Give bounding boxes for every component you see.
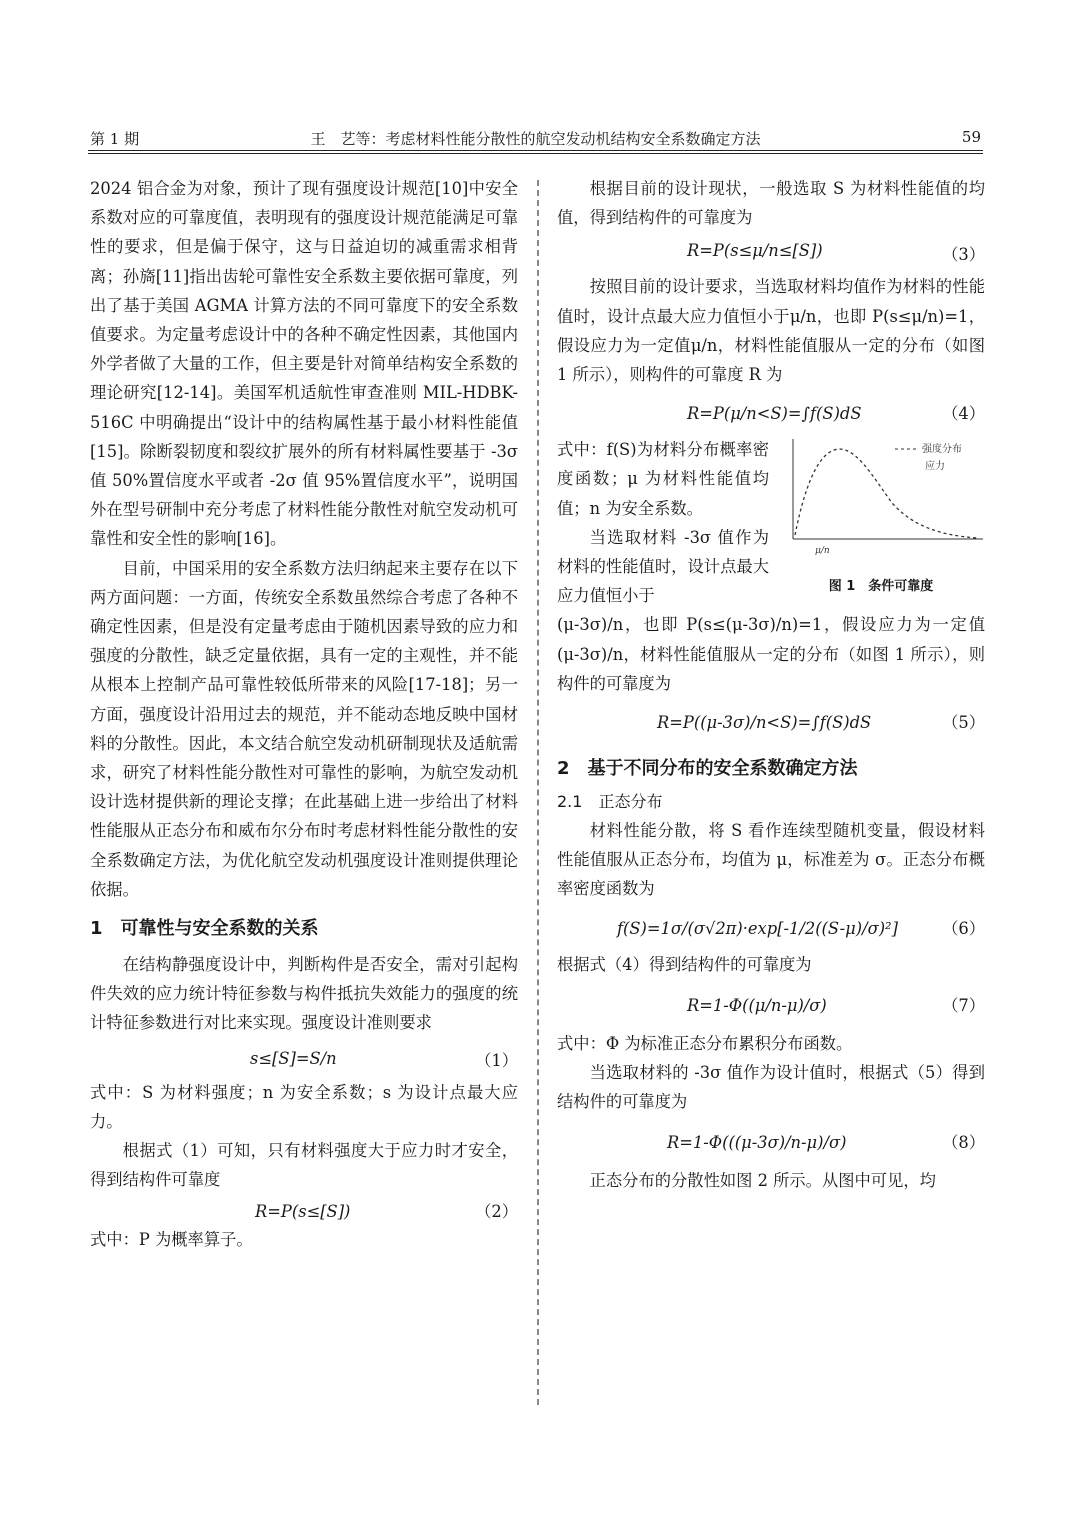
figure-caption: 图 1 条件可靠度 [828, 579, 934, 595]
paragraph: 当选取材料 -3σ 值作为材料的性能值时，设计点最大应力值恒小于 [557, 527, 769, 606]
paragraph: 正态分布的分散性如图 2 所示。从图中可见，均 [589, 1171, 936, 1191]
equation-1 [90, 1038, 518, 1078]
paragraph: 根据目前的设计现状，一般选取 S 为材料性能值的均值，得到结构件的可靠度为 [557, 179, 985, 228]
strength-distribution-curve [795, 449, 977, 538]
figure-1-plot [777, 435, 985, 563]
page-number: 59 [961, 128, 981, 146]
equation-number: （2） [475, 1201, 518, 1221]
paragraph: 式中：S 为材料强度；n 为安全系数；s 为设计点最大应力。 [90, 1082, 518, 1131]
column-divider [537, 180, 539, 1405]
page-header [90, 124, 981, 150]
issue-number: 第 1 期 [90, 130, 140, 148]
equation-3 [557, 232, 985, 272]
paragraph: 当选取材料的 -3σ 值作为设计值时，根据式（5）得到结构件的可靠度为 [557, 1063, 985, 1112]
paragraph: 根据式（1）可知，只有材料强度大于应力时才安全，得到结构件可靠度 [90, 1141, 518, 1190]
equation-number: （3） [942, 245, 985, 265]
equation-body: f(S)=1σ/(σ√2π)·exp[-1/2((S-μ)/σ)²] [617, 918, 898, 938]
equation-8 [557, 1116, 985, 1166]
equation-number: （5） [942, 713, 985, 733]
paragraph: 目前，中国采用的安全系数方法归纳起来主要存在以下两方面问题：一方面，传统安全系数虽然综合考虑了各种不确定性因素，但是没有定量考虑由于随机因素导致的应力和强度的分散性，缺乏定量依据，具有一定的主观性，并不能从根本上控制产品可靠性较低所带来的风险[17-18]；另一方面，强度设计沿用过去的规范，并不能动态地反映中国材料的分散性。因此，本文结合航空发动机研制现状及适航需求，研究了材料性能分散性对可靠性的影响，为航空发动机设计选材提供新的理论支撑；在此基础上进一步给出了材料性能服从正态分布和威布尔分布时考虑材料性能分散性的安全系数确定方法，为优化航空发动机强度设计准则提供理论依据。 [90, 558, 518, 899]
equation-5 [557, 698, 985, 744]
equation-2 [90, 1195, 518, 1225]
figure-wrap [557, 435, 985, 610]
left-column [90, 174, 518, 1254]
equation-body: R=1-Φ((μ/n-μ)/σ) [687, 995, 827, 1015]
equation-body: R=P(μ/n<S)=∫f(S)dS [687, 404, 862, 424]
equation-body: R=1-Φ(((μ-3σ)/n-μ)/σ) [667, 1133, 847, 1153]
equation-number: （1） [475, 1050, 518, 1070]
figure-1 [777, 435, 985, 610]
section-heading: 2 基于不同分布的安全系数确定方法 [557, 758, 858, 780]
paragraph: 式中：f(S)为材料分布概率密度函数；μ 为材料性能值均值；n 为安全系数。 [557, 440, 769, 518]
equation-body: R=P((μ-3σ)/n<S)=∫f(S)dS [657, 713, 872, 733]
equation-number: （7） [942, 995, 985, 1015]
equation-body: s≤[S]=S/n [250, 1048, 337, 1068]
equation-number: （8） [942, 1133, 985, 1153]
equation-number: （4） [942, 404, 985, 424]
paragraph: 式中：P 为概率算子。 [90, 1229, 253, 1249]
running-title: 王 艺等：考虑材料性能分散性的航空发动机结构安全系数确定方法 [310, 130, 761, 148]
paragraph: (μ-3σ)/n，也即 P(s≤(μ-3σ)/n)=1，假设应力为一定值 (μ-3σ)/n，材料性能值服从一定的分布（如图 1 所示），则构件的可靠度为 [557, 615, 985, 693]
equation-6 [557, 904, 985, 950]
legend-stress: 应力 [925, 461, 945, 473]
equation-7 [557, 979, 985, 1029]
equation-number: （6） [942, 918, 985, 938]
right-column [557, 174, 985, 1196]
subsection-heading: 2.1 正态分布 [557, 792, 663, 812]
paragraph: 式中：Φ 为标准正态分布累积分布函数。 [557, 1033, 853, 1053]
paragraph: 按照目前的设计要求，当选取材料均值作为材料的性能值时，设计点最大应力值恒小于μ/n，也即 P(s≤μ/n)=1，假设应力为一定值μ/n，材料性能值服从一定的分布（如图 1 所示），则构件的可靠度 R 为 [557, 277, 985, 385]
legend-strength: 强度分布 [922, 444, 962, 456]
section-heading: 1 可靠性与安全系数的关系 [90, 918, 319, 940]
axis-label: μ/n [815, 546, 830, 557]
paragraph: 在结构静强度设计中，判断构件是否安全，需对引起构件失效的应力统计特征参数与构件抵抗失效能力的强度的统计特征参数进行对比来实现。强度设计准则要求 [90, 955, 518, 1033]
equation-body: R=P(s≤[S]) [255, 1201, 351, 1221]
paragraph: 2024 铝合金为对象，预计了现有强度设计规范[10]中安全系数对应的可靠度值，表明现有的强度设计规范能满足可靠性的要求，但是偏于保守，这与日益迫切的减重需求相背离；孙旖[11]指出齿轮可靠性安全系数主要依据可靠度，列出了基于美国 AGMA 计算方法的不同可靠度下的安全系数值要求。为定量考虑设计中的各种不确定性因素，其他国内外学者做了大量的工作，但主要是针对简单结构安全系数的理论研究[12-14]。美国军机适航性审查准则 MIL-HDBK-516C 中明确提出“设计中的结构属性基于最小材料性能值[15]。除断裂韧度和裂纹扩展外的所有材料属性要基于 -3σ 值 50%置信度水平或者 -2σ 值 95%置信度水平”，说明国外在型号研制中充分考虑了材料性能分散性对航空发动机可靠性和安全性的影响[16]。 [90, 179, 518, 549]
paragraph: 根据式（4）得到结构件的可靠度为 [557, 954, 812, 974]
paragraph: 材料性能分散，将 S 看作连续型随机变量，假设材料性能值服从正态分布，均值为 μ，标准差为 σ。正态分布概率密度函数为 [557, 821, 985, 899]
equation-body: R=P(s≤μ/n≤[S]) [687, 241, 823, 261]
header-rule [88, 150, 983, 151]
header-rule-2 [88, 153, 983, 154]
figure-side-text [557, 435, 769, 610]
equation-4 [557, 389, 985, 435]
